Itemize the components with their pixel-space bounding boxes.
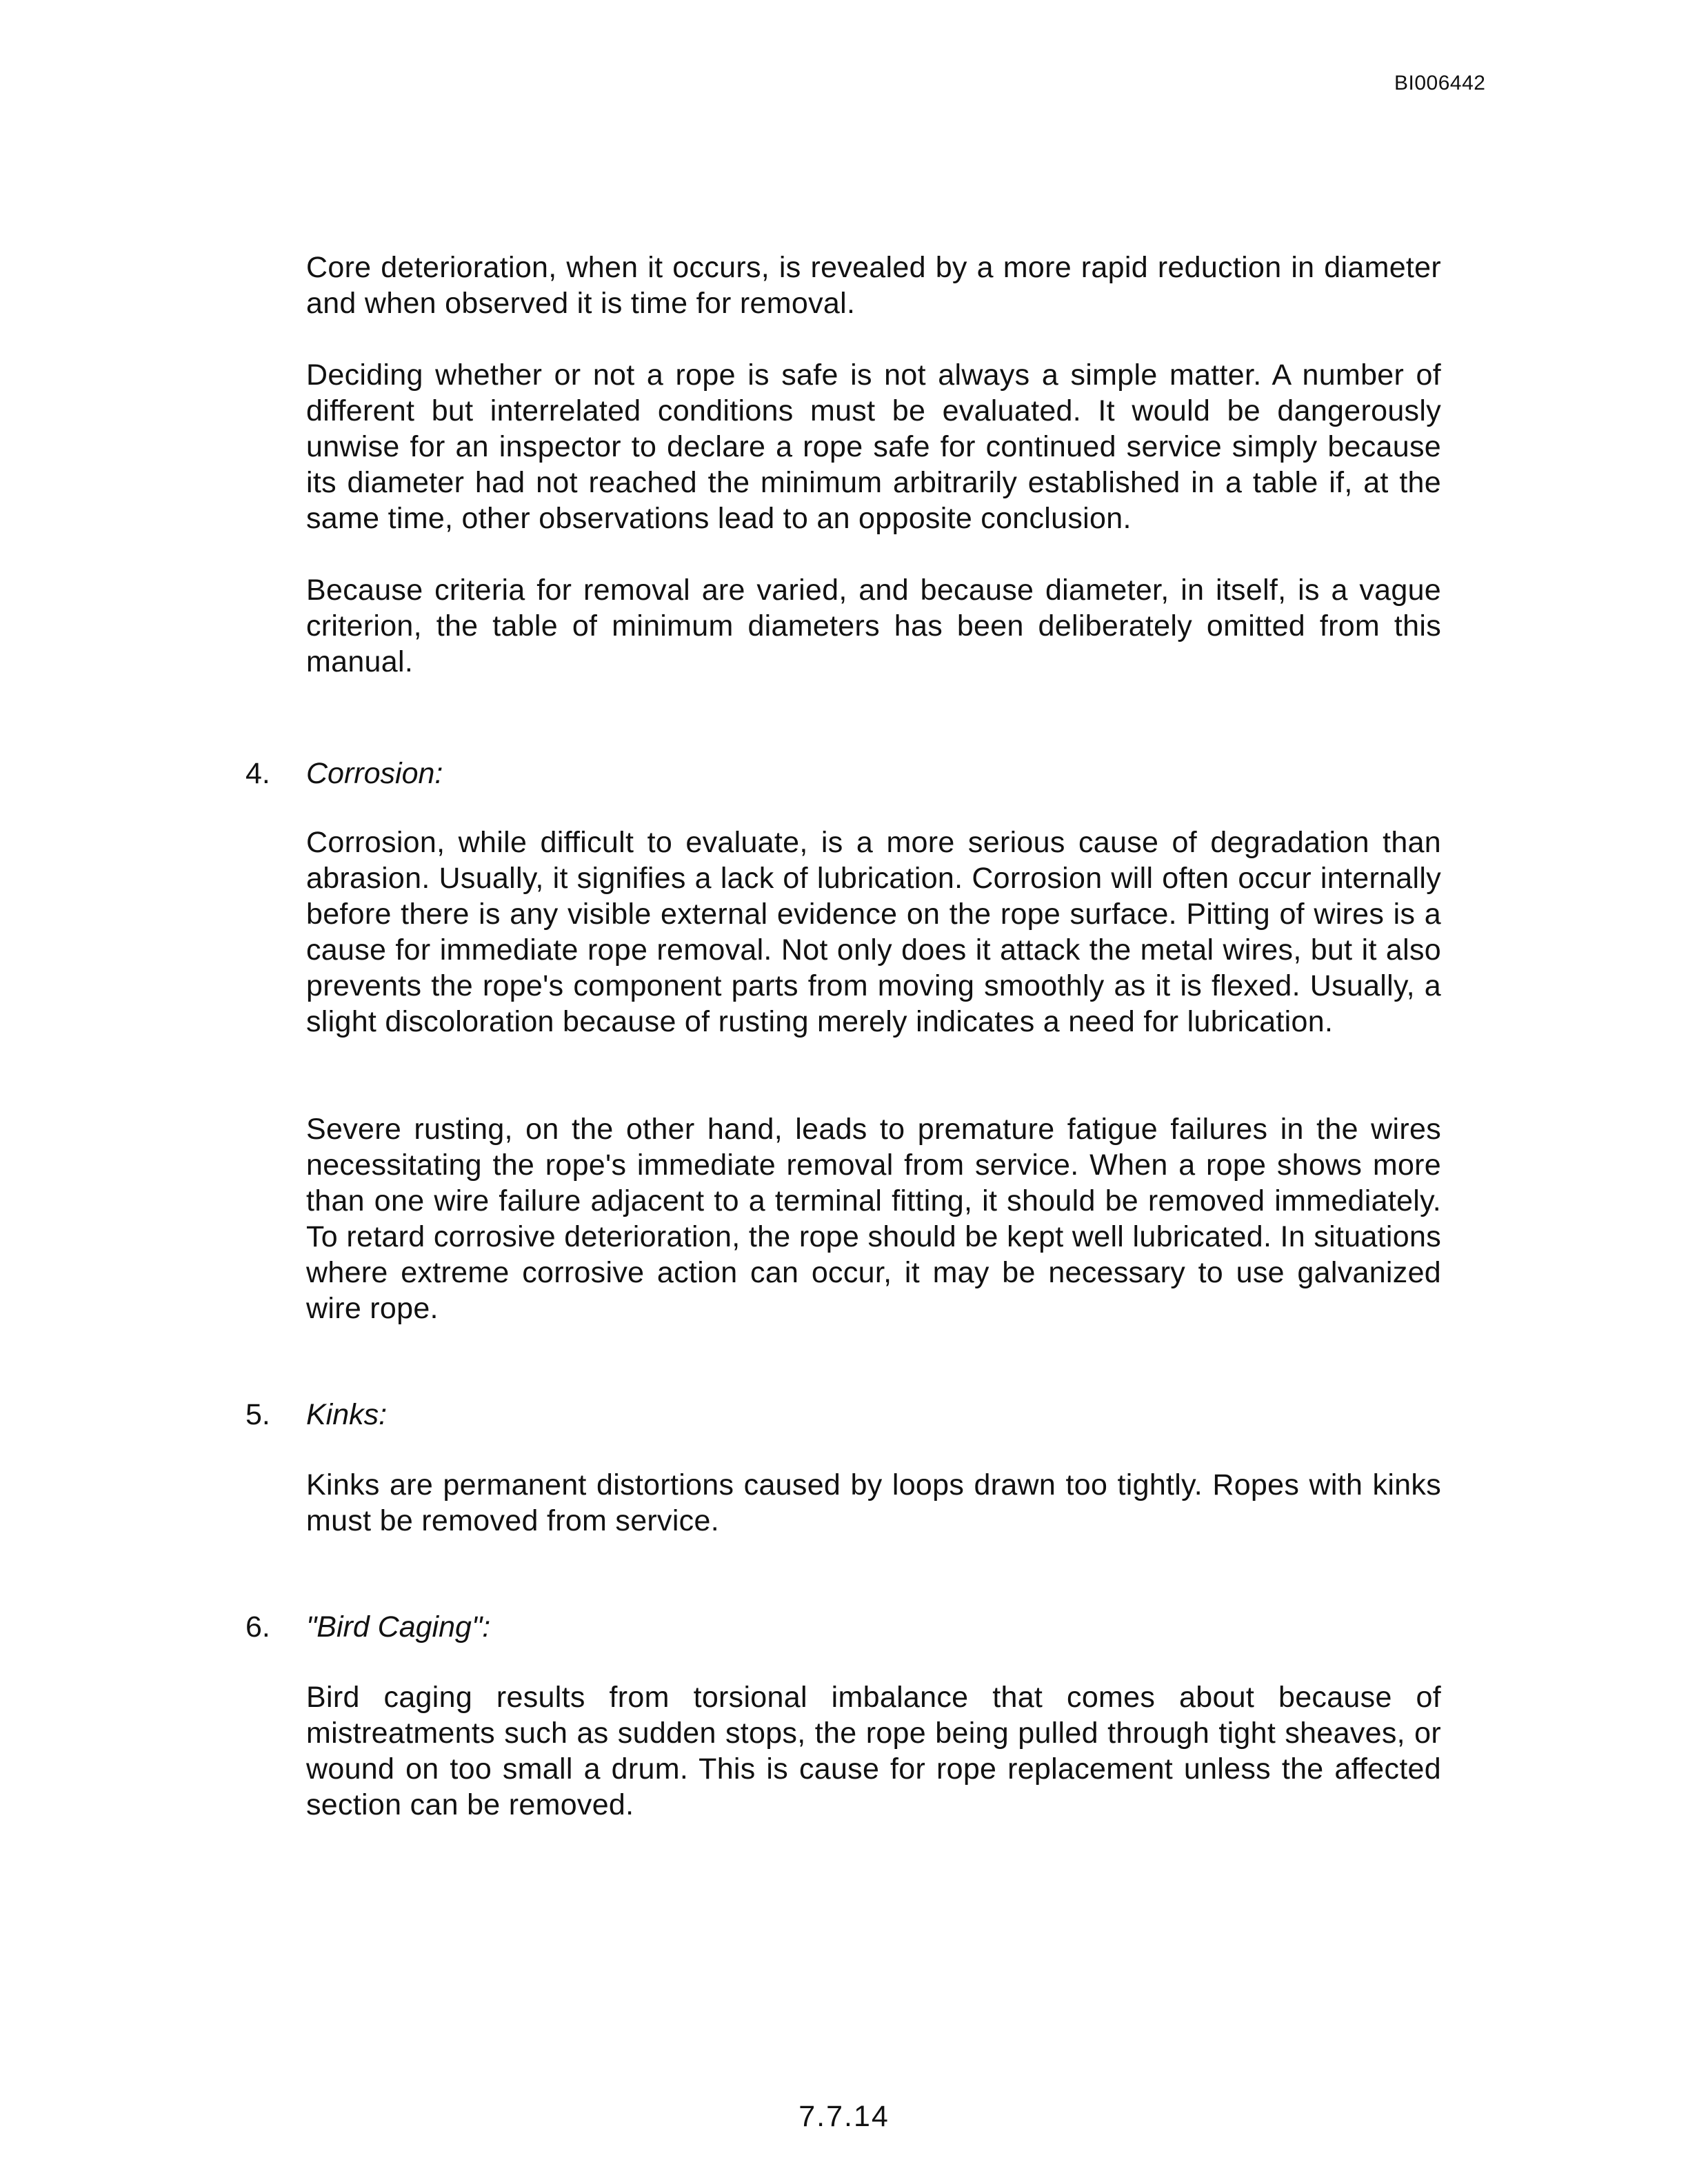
section-number: 5.: [245, 1398, 270, 1431]
paragraph-removal-criteria: Because criteria for removal are varied, and because diameter, in itself, is a vague criterion, the table of minimum diameters has been deliberately omitted from this manual.: [306, 574, 1441, 678]
section-number: 4.: [245, 757, 270, 790]
paragraph-core-deterioration: Core deterioration, when it occurs, is revealed by a more rapid reduction in diameter and when observed it is time for removal.: [306, 251, 1441, 320]
paragraph-corrosion-evaluation: Corrosion, while difficult to evaluate, is a more serious cause of degradation than abrasion. Usually, it signifies a lack of lubrication. Corrosion will often occur internally before there is any visible external evidence on the rope surface. Pitting of wires is a cause for immediate rope removal. Not only does it attack the metal wires, but it also prevents the rope's component parts from moving smoothly as it is flexed. Usually, a slight discoloration because of rusting merely indicates a need for lubrication.: [306, 826, 1441, 1038]
document-id: BI006442: [1394, 72, 1486, 94]
section-title: "Bird Caging":: [306, 1610, 491, 1644]
section-title: Kinks:: [306, 1398, 388, 1431]
section-title: Corrosion:: [306, 757, 443, 790]
section-heading-bird-caging: [245, 1609, 490, 1645]
section-number: 6.: [245, 1610, 270, 1644]
paragraph-kinks: Kinks are permanent distortions caused by loops drawn too tightly. Ropes with kinks must be removed from service.: [306, 1468, 1441, 1537]
paragraph-bird-caging: Bird caging results from torsional imbalance that comes about because of mistreatments such as sudden stops, the rope being pulled through tight sheaves, or wound on too small a drum. This is cause for rope replacement unless the affected section can be removed.: [306, 1681, 1441, 1821]
paragraph-severe-rusting: Severe rusting, on the other hand, leads to premature fatigue failures in the wires necessitating the rope's immediate removal from service. When a rope shows more than one wire failure adjacent to a terminal fitting, it should be removed immediately. To retard corrosive deterioration, the rope should be kept well lubricated. In situations where extreme corrosive action can occur, it may be necessary to use galvanized wire rope.: [306, 1113, 1441, 1325]
section-heading-kinks: [245, 1397, 387, 1433]
page-number: 7.7.14: [798, 2100, 890, 2133]
section-heading-corrosion: [245, 756, 443, 791]
paragraph-deciding-rope-safety: Deciding whether or not a rope is safe is not always a simple matter. A number of different but interrelated conditions must be evaluated. It would be dangerously unwise for an inspector to declare a rope safe for continued service simply because its diameter had not reached the minimum arbitrarily established in a table if, at the same time, other observations lead to an opposite conclusion.: [306, 358, 1441, 535]
